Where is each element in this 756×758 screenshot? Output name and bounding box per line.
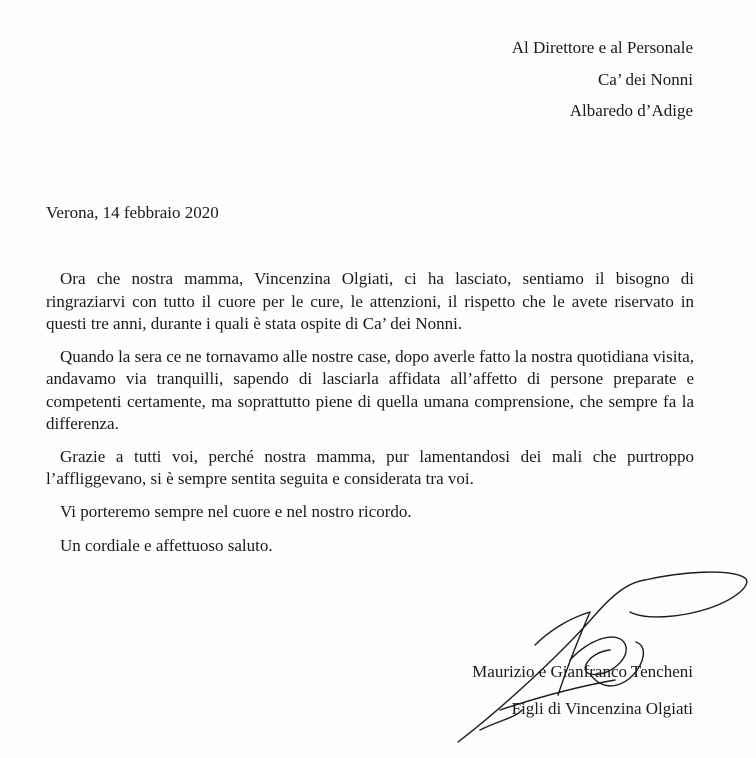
paragraph-1: Ora che nostra mamma, Vincenzina Olgiati, ci ha lasciato, sentiamo il bisogno di ringraziarvi con tutto il cuore per le cure, le attenzioni, il rispetto che le avete riservato in questi tre anni, durante i quali è stata ospite di Ca’ dei Nonni. bbox=[46, 269, 694, 333]
signer-block bbox=[472, 653, 693, 727]
paragraph-2: Quando la sera ce ne tornavamo alle nostre case, dopo averle fatto la nostra quotidiana visita, andavamo via tranquilli, sapendo di lasciarla affidata all’affetto di persone preparate e competenti certamente, ma soprattutto piene di quella umana comprensione, che sempre fa la differenza. bbox=[46, 346, 694, 433]
paragraph-5: Un cordiale e affettuoso saluto. bbox=[60, 536, 273, 555]
paragraph-3: Grazie a tutti voi, perché nostra mamma, pur lamentandosi dei mali che purtroppo l’affliggevano, si è sempre sentita seguita e considerata tra voi. bbox=[46, 446, 694, 488]
signer-relation: Figli di Vincenzina Olgiati bbox=[511, 699, 693, 718]
letter-body bbox=[46, 268, 694, 568]
recipient-line-2: Ca’ dei Nonni bbox=[597, 69, 693, 89]
recipient-line-3: Albaredo d’Adige bbox=[569, 101, 693, 120]
signer-names: Maurizio e Gianfranco Tencheni bbox=[472, 662, 693, 681]
recipient-block bbox=[512, 32, 693, 127]
paragraph-4: Vi porteremo sempre nel cuore e nel nostro ricordo. bbox=[60, 501, 412, 521]
recipient-line-1: Al Direttore e al Personale bbox=[511, 38, 693, 57]
place-and-date: Verona, 14 febbraio 2020 bbox=[46, 203, 219, 222]
